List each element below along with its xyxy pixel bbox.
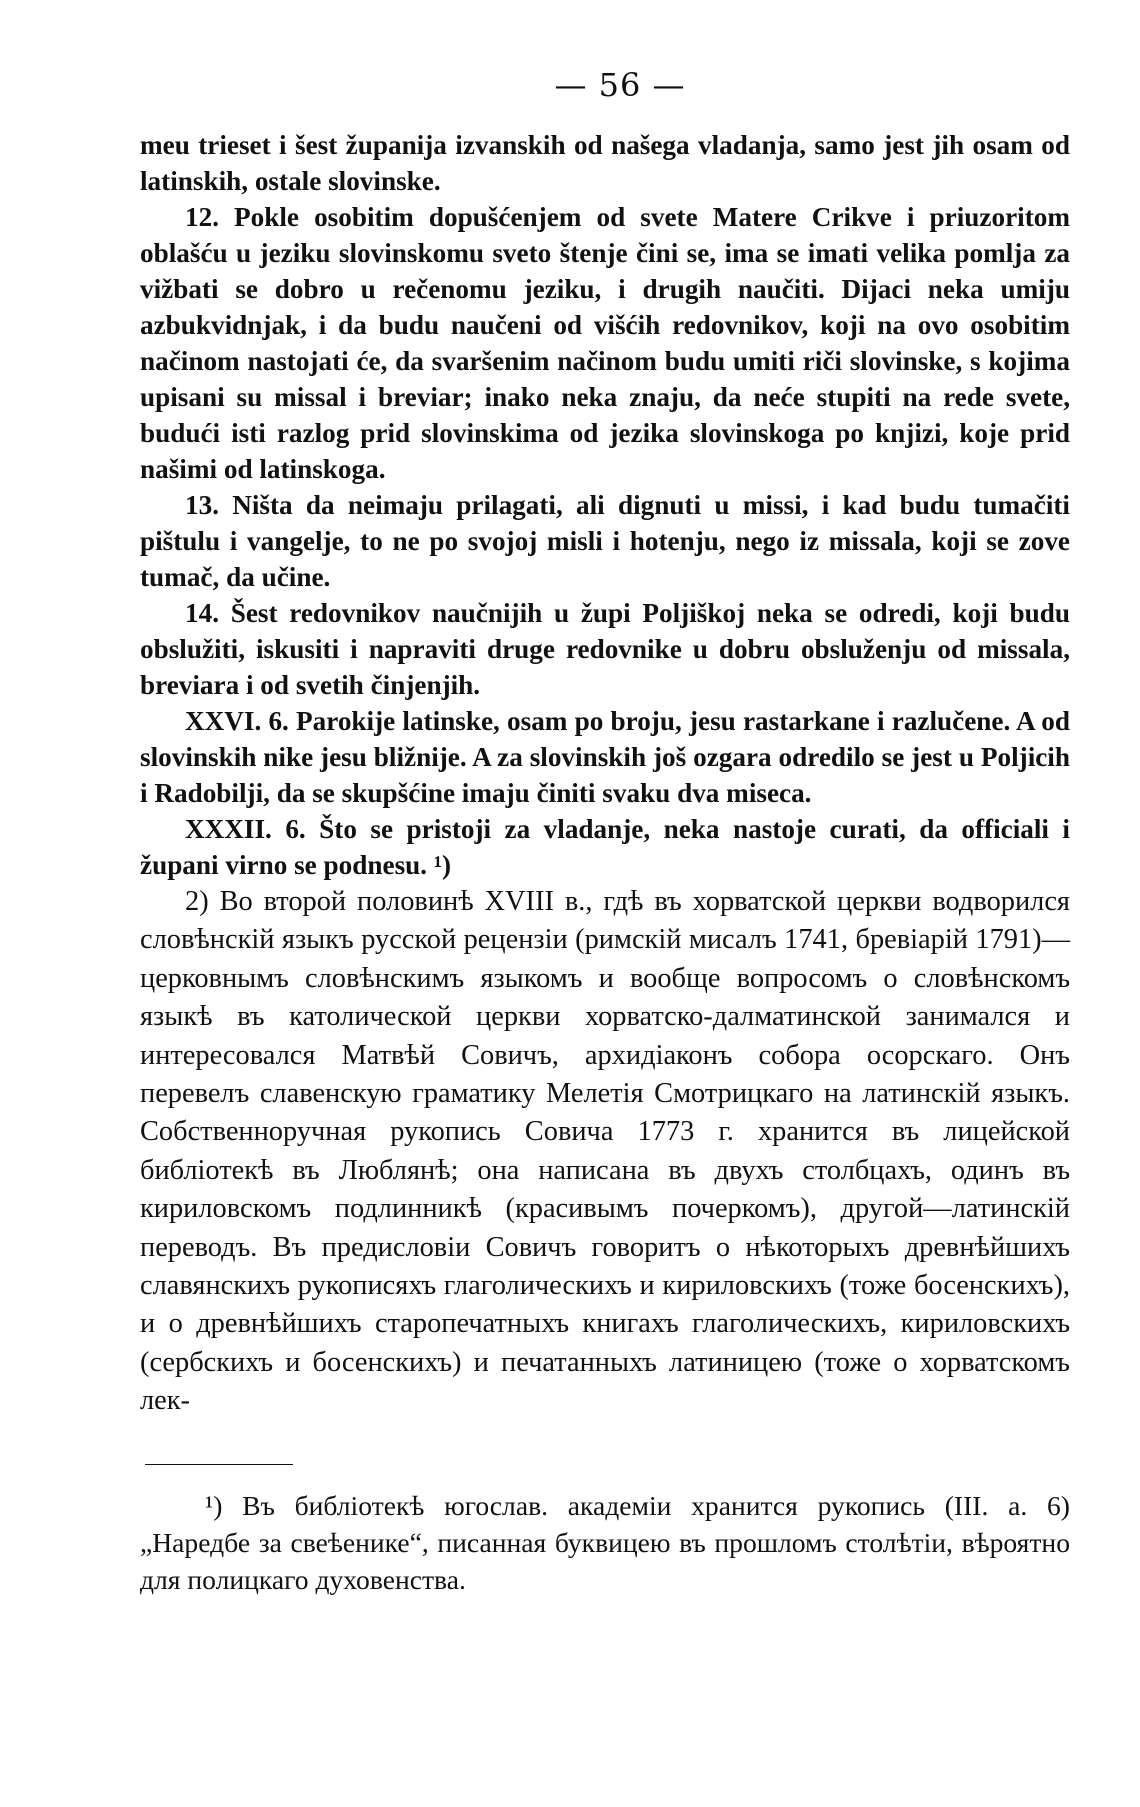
paragraph-12: 12. Pokle osobitim dopušćenjem od svete Matere Crikve i priuzoritom oblašću u jeziku slovinskomu sveto štenje čini se, ima se imati velika pomlja za vižbati se dobro u rečenomu jeziku, i drugih naučiti. Dijaci neka umiju azbukvidnjak, i da budu naučeni od višćih redovnikov, koji na ovo osobitim načinom nastojati će, da svaršenim načinom budu umiti riči slovinske, s kojima upisani su missal i breviar; inako neka znaju, da neće stupiti na rede svete, budući isti razlog prid slovinskima od jezika slovinskoga po knjizi, koje prid našimi od latinskoga.: [140, 202, 1070, 484]
footnote: ¹) Въ библіотекѣ югослав. академіи хранится рукопись (III. а. 6) „Наредбе за свеѣенике“, писанная буквицею въ прошломъ столѣтіи, вѣроятно для полицкаго духовенства.: [140, 1489, 1070, 1596]
paragraph-xxxii: XXXII. 6. Što se pristoji za vladanje, neka nastoje curati, da officiali i župani virno se podnesu. ¹): [140, 814, 1070, 880]
footnote-divider: [145, 1464, 293, 1465]
page: [140, 65, 1070, 1599]
paragraph-continuation: meu trieset i šest županija izvanskih od našega vladanja, samo jest jih osam od latinskih, ostale slovinske.: [140, 130, 1070, 196]
paragraph-13: 13. Ništa da neimaju prilagati, ali dignuti u missi, i kad budu tumačiti pištulu i vangelje, to ne po svojoj misli i hotenju, nego iz missala, koji se zove tumač, da učine.: [140, 490, 1070, 592]
paragraph-xxvi: XXVI. 6. Parokije latinske, osam po broju, jesu rastarkane i razlučene. A od slovinskih nike jesu bližnije. A za slovinskih još ozgara odredilo se jest u Poljicih i Radobilji, da se skupšćine imaju činiti svaku dva miseca.: [140, 706, 1070, 808]
russian-commentary: 2) Во второй половинѣ XVIII в., гдѣ въ хорватской церкви водворился словѣнскій языкъ русской рецензіи (римскій мисалъ 1741, бревіарій 1791)—церковнымъ словѣнскимъ языкомъ и вообще вопросомъ о словѣнскомъ языкѣ въ католической церкви хорватско-далматинской занимался и интересовался Матвѣй Совичъ, архидіаконъ собора осорскаго. Онъ перевелъ славенскую граматику Мелетія Смотрицкаго на латинскій языкъ. Собственноручная рукопись Совича 1773 г. хранится въ лицейской библіотекѣ въ Люблянѣ; она написана въ двухъ столбцахъ, одинъ въ кириловскомъ подлинникѣ (красивымъ почеркомъ), другой—латинскій переводъ. Въ предисловіи Совичъ говоритъ о нѣкоторыхъ древнѣйшихъ славянскихъ рукописяхъ глаголическихъ и кириловскихъ (тоже босенскихъ), и о древнѣйшихъ старопечатныхъ книгахъ глаголическихъ, кириловскихъ (сербскихъ и босенскихъ) и печатанныхъ латиницею (тоже о хорватскомъ лек-: [140, 886, 1070, 1417]
paragraph-14: 14. Šest redovnikov naučnijih u župi Poljiškoj neka se odredi, koji budu obslužiti, iskusiti i napraviti druge redovnike u dobru obsluženju od missala, breviara i od svetih činjenjih.: [140, 598, 1070, 700]
page-number: — 56 —: [554, 66, 686, 104]
